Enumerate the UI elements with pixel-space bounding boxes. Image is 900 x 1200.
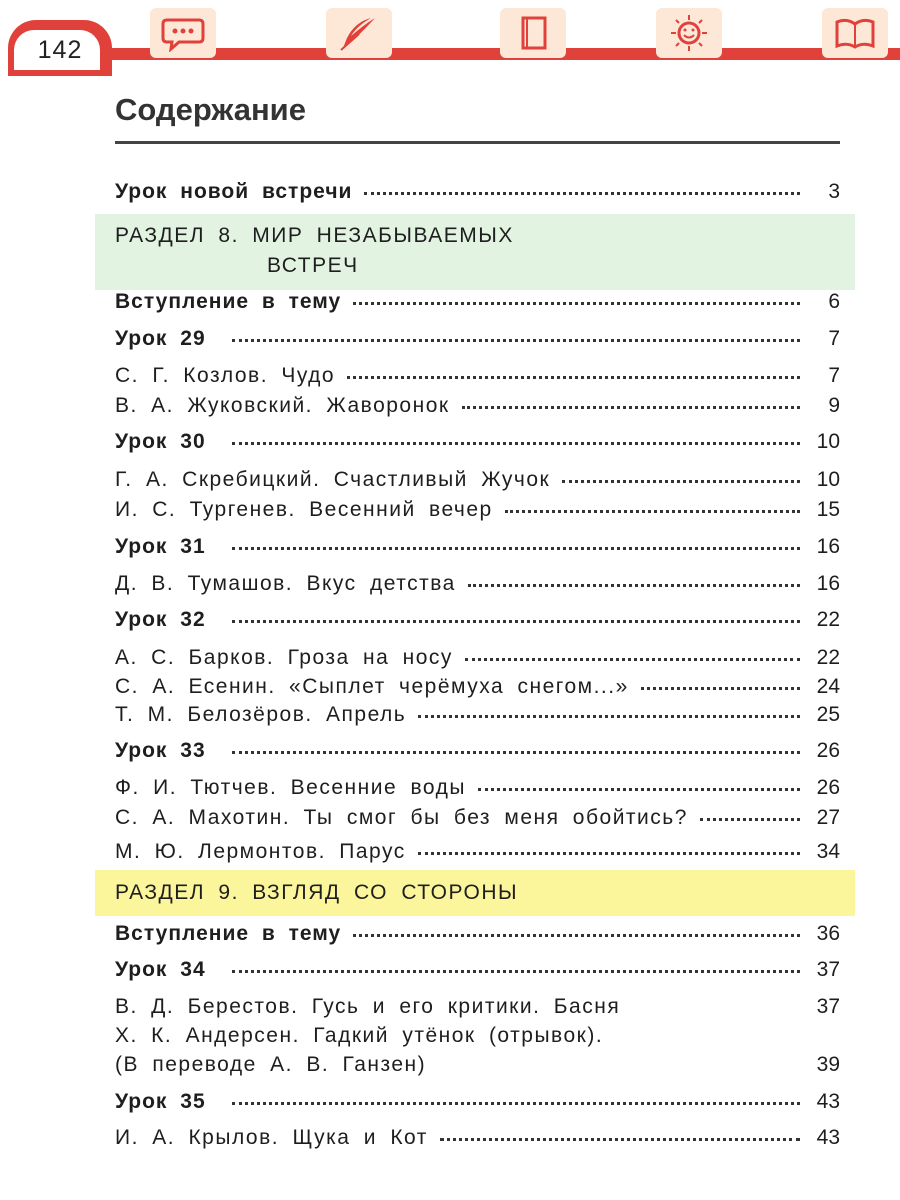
toc-entry (115, 1126, 840, 1156)
toc-entry-label: А. С. Барков. Гроза на носу (115, 646, 453, 669)
toc-entry-page: 3 (828, 180, 840, 203)
toc-entry-page: 22 (816, 608, 840, 631)
toc-entry-label: Д. В. Тумашов. Вкус детства (115, 572, 456, 595)
toc-entry-label: С. А. Махотин. Ты смог бы без меня обойтись? (115, 806, 688, 829)
dot-leader (232, 750, 800, 754)
dot-leader (641, 686, 800, 690)
toc-entry-label: Урок 29 (115, 327, 206, 350)
toc-entry-page: 9 (828, 394, 840, 417)
dot-leader (232, 338, 800, 342)
toc-entry-page: 16 (816, 535, 840, 558)
toc-entry-page: 10 (816, 430, 840, 453)
toc-entry (115, 703, 840, 733)
dot-leader (232, 619, 800, 623)
toc-entry-page: 10 (816, 468, 840, 491)
toc-lesson (115, 958, 840, 988)
dot-leader (700, 817, 800, 821)
toc-entry-label: С. А. Есенин. «Сыплет черёмуха снегом...» (115, 675, 629, 698)
dot-leader (418, 851, 800, 855)
toc-entry-label: Ф. И. Тютчев. Весенние воды (115, 776, 466, 799)
toc-lesson (115, 535, 840, 565)
toc-entry-page: 36 (816, 922, 840, 945)
dot-leader (353, 933, 800, 937)
section-heading (95, 214, 855, 290)
toc-entry (115, 675, 840, 705)
toc-entry-page: 15 (816, 498, 840, 521)
toc-entry-label: В. А. Жуковский. Жаворонок (115, 394, 450, 417)
toc-entry (115, 180, 840, 210)
toc-entry-label: С. Г. Козлов. Чудо (115, 364, 336, 387)
toc-entry (115, 840, 840, 870)
dot-leader (505, 509, 800, 513)
toc-entry-page: 16 (816, 572, 840, 595)
toc-entry-label: Вступление в тему (115, 290, 342, 313)
toc-lesson (115, 739, 840, 769)
toc-entry (115, 468, 840, 498)
toc-entry (115, 922, 840, 952)
dot-leader (440, 1137, 800, 1141)
toc-entry-page: 26 (816, 739, 840, 762)
toc-entry (115, 1053, 840, 1083)
dot-leader (462, 405, 800, 409)
toc-lesson (115, 430, 840, 460)
toc-entry-label: (В переводе А. В. Ганзен) (115, 1053, 427, 1076)
toc-entry-label: Т. М. Белозёров. Апрель (115, 703, 407, 726)
toc-entry-page: 6 (828, 290, 840, 313)
dot-leader (418, 714, 800, 718)
toc-entry-page: 37 (816, 958, 840, 981)
toc-entry (115, 776, 840, 806)
toc-lesson (115, 1090, 840, 1120)
toc-entry (115, 290, 840, 320)
toc-entry-label: И. С. Тургенев. Весенний вечер (115, 498, 493, 521)
toc-entry-label: Урок 35 (115, 1090, 206, 1113)
dot-leader (232, 969, 800, 973)
toc-entry-label: Х. К. Андерсен. Гадкий утёнок (отрывок). (115, 1024, 604, 1047)
section-heading (95, 870, 855, 916)
dot-leader (232, 441, 800, 445)
toc-lesson (115, 608, 840, 638)
toc-entry-page: 25 (816, 703, 840, 726)
toc-entry-page: 39 (816, 1053, 840, 1076)
dot-leader (562, 479, 800, 483)
toc-entry-label: Урок 33 (115, 739, 206, 762)
toc-entry-label: Урок 34 (115, 958, 206, 981)
dot-leader (468, 583, 800, 587)
toc-entry-label: Вступление в тему (115, 922, 342, 945)
dot-leader (478, 787, 800, 791)
toc-entry (115, 572, 840, 602)
section-title: РАЗДЕЛ 9. ВЗГЛЯД СО СТОРОНЫ (115, 881, 519, 904)
toc-entry (115, 995, 840, 1025)
toc-entry-label: В. Д. Берестов. Гусь и его критики. Басня (115, 995, 621, 1018)
dot-leader (232, 1101, 800, 1105)
toc-entry-label: Г. А. Скребицкий. Счастливый Жучок (115, 468, 551, 491)
page-title: Содержание (115, 92, 306, 127)
toc-entry-label: Урок новой встречи (115, 180, 353, 203)
dot-leader (232, 546, 800, 550)
section-title-continued: ВСТРЕЧ (267, 254, 359, 277)
toc-entry-page: 26 (816, 776, 840, 799)
toc-entry-label: Урок 30 (115, 430, 206, 453)
toc-entry-page: 7 (828, 327, 840, 350)
dot-leader (364, 191, 800, 195)
toc-entry (115, 1024, 840, 1054)
toc-entry-label: Урок 31 (115, 535, 206, 558)
toc-entry-label: И. А. Крылов. Щука и Кот (115, 1126, 428, 1149)
page-number: 142 (37, 36, 83, 64)
toc-entry-page: 43 (816, 1090, 840, 1113)
toc-entry-page: 37 (816, 995, 840, 1018)
section-title: РАЗДЕЛ 8. МИР НЕЗАБЫВАЕМЫХ (115, 224, 514, 247)
toc-entry-page: 34 (816, 840, 840, 863)
toc-entry-label: М. Ю. Лермонтов. Парус (115, 840, 406, 863)
toc-entry-page: 27 (816, 806, 840, 829)
toc-entry (115, 364, 840, 394)
toc-entry (115, 498, 840, 528)
toc-entry-page: 22 (816, 646, 840, 669)
toc-entry (115, 806, 840, 836)
dot-leader (353, 301, 800, 305)
toc-entry-page: 43 (816, 1126, 840, 1149)
dot-leader (347, 375, 800, 379)
toc-entry (115, 646, 840, 676)
dot-leader (465, 657, 800, 661)
toc-lesson (115, 327, 840, 357)
toc-entry-label: Урок 32 (115, 608, 206, 631)
toc-entry-page: 7 (828, 364, 840, 387)
toc-entry (115, 394, 840, 424)
toc-entry-page: 24 (816, 675, 840, 698)
